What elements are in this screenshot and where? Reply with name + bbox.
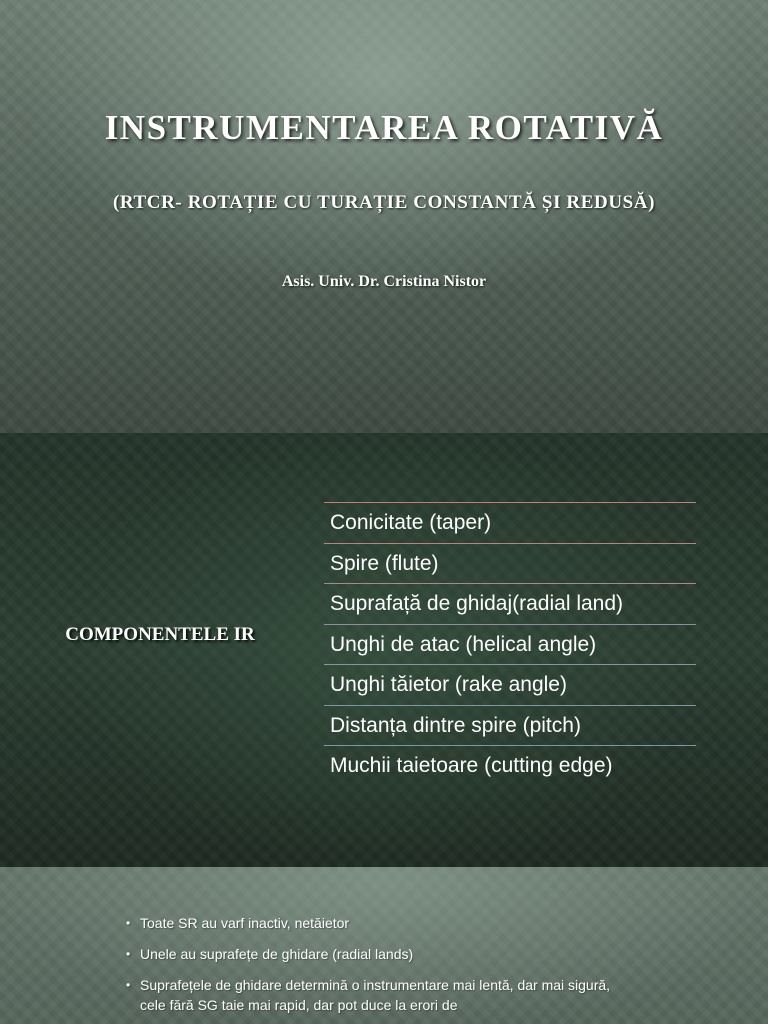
- slide-author: Asis. Univ. Dr. Cristina Nistor: [281, 273, 487, 290]
- list-item: Conicitate (taper): [324, 502, 696, 543]
- list-item: Unghi tăietor (rake angle): [324, 664, 696, 705]
- slide-title-heading: INSTRUMENTAREA ROTATIVĂ: [104, 108, 664, 147]
- bullet-icon: •: [126, 978, 131, 992]
- bullet-icon: •: [126, 947, 131, 961]
- bullet-list: [126, 913, 636, 1024]
- bullet-item: [126, 913, 636, 933]
- bullet-text: Toate SR au varf inactiv, netăietor: [140, 915, 350, 931]
- bullet-item: [126, 975, 636, 1015]
- slide-subtitle: (RTCR- ROTAȚIE CU TURAȚIE CONSTANTĂ ȘI REDUSĂ): [112, 192, 656, 213]
- bullet-item: [126, 944, 636, 964]
- list-item: Distanța dintre spire (pitch): [324, 705, 696, 746]
- components-list: [324, 502, 696, 786]
- list-item: Suprafață de ghidaj(radial land): [324, 583, 696, 624]
- slide-components: [0, 433, 768, 867]
- slide-title: [0, 0, 768, 433]
- bullet-icon: •: [126, 916, 131, 930]
- components-heading: COMPONENTELE IR: [65, 624, 255, 645]
- bullet-text: Suprafețele de ghidare determină o instrumentare mai lentă, dar mai sigură, cele fără SG taie mai rapid, dar pot duce la erori de: [140, 977, 611, 1013]
- list-item: Muchii taietoare (cutting edge): [324, 745, 696, 786]
- slide-notes: [0, 867, 768, 1024]
- list-item: Spire (flute): [324, 543, 696, 584]
- bullet-text: Unele au suprafețe de ghidare (radial lands): [140, 946, 414, 962]
- list-item: Unghi de atac (helical angle): [324, 624, 696, 665]
